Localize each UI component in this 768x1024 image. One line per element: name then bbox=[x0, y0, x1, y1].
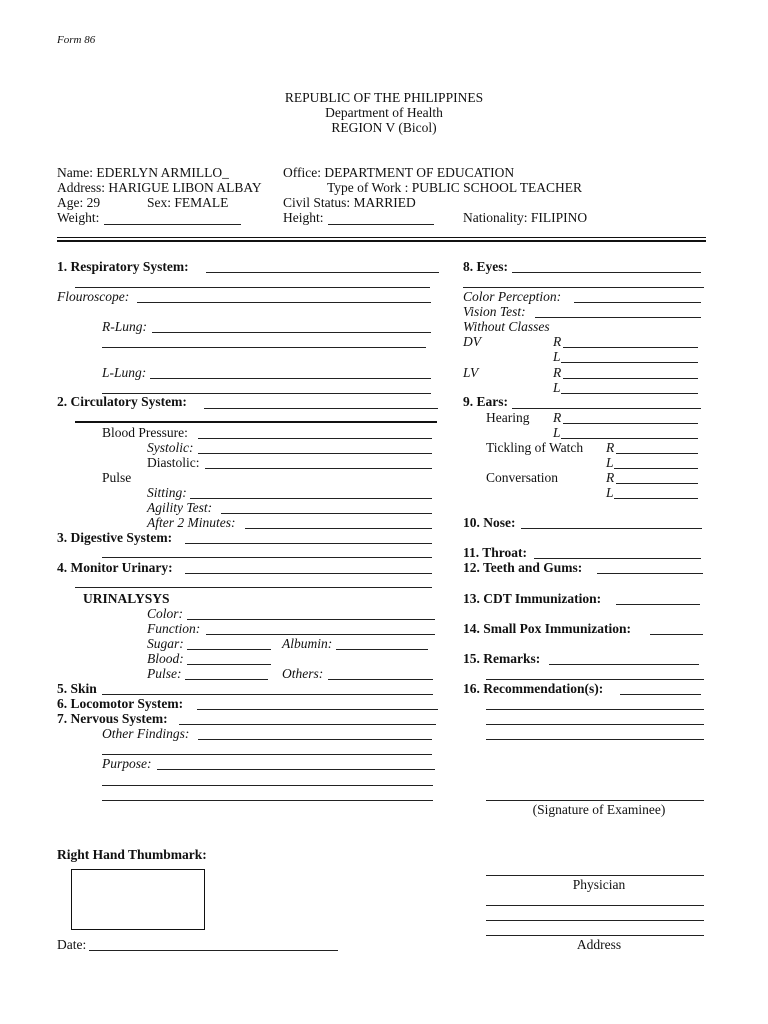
cdt-label: 13. CDT Immunization: bbox=[463, 591, 602, 606]
tickling-label: Tickling of Watch bbox=[486, 440, 584, 455]
digestive-text: 3. Digestive System bbox=[57, 530, 168, 545]
physician-line[interactable] bbox=[486, 875, 704, 876]
dv-label: DV bbox=[463, 334, 481, 349]
locomotor-field[interactable] bbox=[197, 709, 438, 710]
recommendations-field-2[interactable] bbox=[486, 709, 704, 710]
address-label: Address bbox=[576, 937, 622, 952]
hearing-l-label: L bbox=[553, 425, 561, 440]
function-field[interactable] bbox=[206, 634, 435, 635]
circulatory-field[interactable] bbox=[204, 408, 438, 409]
color-label: Color: bbox=[147, 606, 184, 621]
eyes-text: 8. Eyes bbox=[463, 259, 504, 274]
agility-field[interactable] bbox=[221, 513, 432, 514]
lv-r-label: R bbox=[553, 365, 562, 380]
nervous-text: 7. Nervous System bbox=[57, 711, 164, 726]
lv-l-field[interactable] bbox=[561, 393, 698, 394]
weight-field[interactable] bbox=[104, 224, 241, 225]
urinalysis-pulse-label: Pulse: bbox=[147, 666, 182, 681]
date-field[interactable] bbox=[89, 950, 338, 951]
divider-thick bbox=[57, 240, 706, 242]
work-label: Type of Work : bbox=[327, 180, 409, 195]
thumbmark-text: Right Hand Thumbmark bbox=[57, 847, 203, 862]
lv-label: LV bbox=[463, 365, 479, 380]
divider-thin bbox=[57, 237, 706, 238]
diastolic-label: Diastolic: bbox=[147, 455, 200, 470]
circulatory-label: 2. Circulatory System: bbox=[57, 394, 187, 409]
signature-line[interactable] bbox=[486, 800, 704, 801]
others-label: Others: bbox=[282, 666, 324, 681]
signature-label: (Signature of Examinee) bbox=[532, 802, 666, 817]
r-lung-field-2[interactable] bbox=[102, 347, 426, 348]
age-value: 29 bbox=[86, 195, 101, 210]
recommendations-text: 16. Recommendation(s) bbox=[463, 681, 599, 696]
nationality-label: Nationality: bbox=[463, 210, 528, 225]
throat-field[interactable] bbox=[534, 558, 701, 559]
conversation-r-field[interactable] bbox=[616, 483, 698, 484]
age-label: Age: bbox=[57, 195, 84, 210]
cdt-text: 13. CDT Immunization bbox=[463, 591, 597, 606]
tickling-r-field[interactable] bbox=[616, 453, 698, 454]
l-lung-label: L-Lung: bbox=[102, 365, 147, 380]
teeth-field[interactable] bbox=[597, 573, 703, 574]
blood-pressure-field[interactable] bbox=[198, 438, 432, 439]
office-label: Office: bbox=[283, 165, 321, 180]
color-field[interactable] bbox=[187, 619, 435, 620]
pulse-label: Pulse bbox=[102, 470, 132, 485]
digestive-field-2[interactable] bbox=[102, 557, 432, 558]
circulatory-text: 2. Circulatory System bbox=[57, 394, 183, 409]
teeth-label: 12. Teeth and Gums: bbox=[463, 560, 583, 575]
locomotor-label: 6. Locomotor System: bbox=[57, 696, 184, 711]
dv-l-label: L bbox=[553, 349, 561, 364]
r-lung-label: R-Lung: bbox=[102, 319, 147, 334]
l-lung-field[interactable] bbox=[150, 378, 431, 379]
dv-r-field[interactable] bbox=[563, 347, 698, 348]
header-region: REGION V (Bicol) bbox=[331, 120, 437, 135]
vision-test-label: Vision Test: bbox=[463, 304, 526, 319]
color-perception-field[interactable] bbox=[574, 302, 701, 303]
smallpox-label: 14. Small Pox Immunization: bbox=[463, 621, 632, 636]
recommendations-field-4[interactable] bbox=[486, 739, 704, 740]
civil-label: Civil Status: bbox=[283, 195, 351, 210]
ears-text: 9. Ears bbox=[463, 394, 504, 409]
tickling-r-label: R bbox=[606, 440, 615, 455]
address-row bbox=[57, 181, 262, 195]
lv-r-field[interactable] bbox=[563, 378, 698, 379]
physician-address-line-1[interactable] bbox=[486, 905, 704, 906]
locomotor-text: 6. Locomotor System bbox=[57, 696, 179, 711]
recommendations-field-3[interactable] bbox=[486, 724, 704, 725]
dv-r-label: R bbox=[553, 334, 562, 349]
address-label: Address: bbox=[57, 180, 105, 195]
skin-field[interactable] bbox=[102, 694, 433, 695]
work-value: PUBLIC SCHOOL TEACHER bbox=[411, 180, 582, 195]
tickling-l-field[interactable] bbox=[614, 468, 698, 469]
albumin-label: Albumin: bbox=[282, 636, 333, 651]
cdt-field[interactable] bbox=[616, 604, 700, 605]
eyes-field[interactable] bbox=[512, 272, 701, 273]
vision-test-field[interactable] bbox=[535, 317, 701, 318]
conversation-r-label: R bbox=[606, 470, 615, 485]
sex-label: Sex: bbox=[147, 195, 172, 210]
sugar-field[interactable] bbox=[187, 649, 271, 650]
respiratory-label: 1. Respiratory System: bbox=[57, 259, 189, 274]
diastolic-field[interactable] bbox=[205, 468, 432, 469]
office-row bbox=[283, 166, 514, 180]
urinary-field-2[interactable] bbox=[75, 587, 432, 588]
respiratory-text: 1. Respiratory System bbox=[57, 259, 185, 274]
purpose-field-2[interactable] bbox=[102, 785, 433, 786]
conversation-l-label: L bbox=[606, 485, 614, 500]
work-row bbox=[327, 181, 582, 195]
digestive-field[interactable] bbox=[185, 543, 432, 544]
color-perception-label: Color Perception: bbox=[463, 289, 562, 304]
name-value: EDERLYN ARMILLO_ bbox=[96, 165, 229, 180]
nervous-label: 7. Nervous System: bbox=[57, 711, 168, 726]
weight-label: Weight: bbox=[57, 210, 100, 225]
physician-address-line-2[interactable] bbox=[486, 920, 704, 921]
throat-label: 11. Throat: bbox=[463, 545, 528, 560]
respiratory-field-2[interactable] bbox=[75, 287, 430, 288]
teeth-text: 12. Teeth and Gums bbox=[463, 560, 578, 575]
other-findings-field-2[interactable] bbox=[102, 754, 432, 755]
name-row bbox=[57, 166, 229, 180]
name-label: Name: bbox=[57, 165, 93, 180]
tickling-l-label: L bbox=[606, 455, 614, 470]
systolic-label: Systolic: bbox=[147, 440, 194, 455]
dv-l-field[interactable] bbox=[561, 362, 698, 363]
albumin-field[interactable] bbox=[336, 649, 428, 650]
header-department: Department of Health bbox=[325, 105, 443, 120]
after-2-minutes-field[interactable] bbox=[245, 528, 432, 529]
digestive-label: 3. Digestive System: bbox=[57, 530, 173, 545]
sitting-field[interactable] bbox=[190, 498, 432, 499]
hearing-label: Hearing bbox=[486, 410, 530, 425]
sex-value: FEMALE bbox=[174, 195, 229, 210]
flouroscope-field[interactable] bbox=[137, 302, 431, 303]
throat-text: 11. Throat bbox=[463, 545, 523, 560]
recommendations-field[interactable] bbox=[620, 694, 701, 695]
urinalysis-pulse-field[interactable] bbox=[185, 679, 268, 680]
blood-label: Blood: bbox=[147, 651, 184, 666]
eyes-label: 8. Eyes: bbox=[463, 259, 508, 274]
remarks-text: 15. Remarks bbox=[463, 651, 536, 666]
albumin-text: Albumin bbox=[282, 636, 328, 651]
systolic-field[interactable] bbox=[198, 453, 432, 454]
purpose-label: Purpose: bbox=[102, 756, 152, 771]
blood-field[interactable] bbox=[187, 664, 271, 665]
recommendations-label: 16. Recommendation(s): bbox=[463, 681, 604, 696]
purpose-field-3[interactable] bbox=[102, 800, 433, 801]
thumbmark-label: Right Hand Thumbmark: bbox=[57, 847, 207, 862]
smallpox-text: 14. Small Pox Immunization bbox=[463, 621, 627, 636]
civil-value: MARRIED bbox=[353, 195, 416, 210]
conversation-l-field[interactable] bbox=[614, 498, 698, 499]
eyes-field-2[interactable] bbox=[463, 287, 704, 288]
r-lung-field[interactable] bbox=[152, 332, 431, 333]
other-findings-field[interactable] bbox=[198, 739, 432, 740]
smallpox-field[interactable] bbox=[650, 634, 703, 635]
agility-label: Agility Test: bbox=[147, 500, 213, 515]
physician-address-line-3[interactable] bbox=[486, 935, 704, 936]
civil-row bbox=[283, 196, 416, 210]
address-value: HARIGUE LIBON ALBAY bbox=[108, 180, 262, 195]
lv-l-label: L bbox=[553, 380, 561, 395]
thumbmark-box[interactable] bbox=[71, 869, 205, 930]
conversation-label: Conversation bbox=[486, 470, 558, 485]
after-2-minutes-label: After 2 Minutes: bbox=[147, 515, 236, 530]
remarks-field-2[interactable] bbox=[486, 679, 704, 680]
hearing-r-field[interactable] bbox=[563, 423, 698, 424]
other-findings-label: Other Findings: bbox=[102, 726, 190, 741]
sex-row bbox=[147, 196, 228, 210]
sitting-label: Sitting: bbox=[147, 485, 187, 500]
remarks-field[interactable] bbox=[549, 664, 699, 665]
nationality-value: FILIPINO bbox=[530, 210, 588, 225]
ears-label: 9. Ears: bbox=[463, 394, 508, 409]
blood-pressure-label: Blood Pressure: bbox=[102, 425, 188, 440]
age-row bbox=[57, 196, 100, 210]
ears-field[interactable] bbox=[512, 408, 701, 409]
hearing-l-field[interactable] bbox=[561, 438, 698, 439]
height-field[interactable] bbox=[328, 224, 434, 225]
circulatory-field-2[interactable] bbox=[75, 421, 437, 423]
urinary-field[interactable] bbox=[185, 573, 432, 574]
nose-label: 10. Nose: bbox=[463, 515, 516, 530]
form-number: Form 86 bbox=[57, 34, 96, 46]
flouroscope-label: Flouroscope: bbox=[57, 289, 130, 304]
sugar-label: Sugar: bbox=[147, 636, 184, 651]
purpose-field[interactable] bbox=[157, 769, 435, 770]
remarks-label: 15. Remarks: bbox=[463, 651, 541, 666]
nationality-row bbox=[463, 211, 587, 225]
urinary-label: 4. Monitor Urinary: bbox=[57, 560, 173, 575]
without-classes-label: Without Classes bbox=[463, 319, 550, 334]
function-label: Function: bbox=[147, 621, 201, 636]
urinary-text: 4. Monitor Urinary bbox=[57, 560, 169, 575]
nose-field[interactable] bbox=[521, 528, 702, 529]
others-field[interactable] bbox=[328, 679, 433, 680]
skin-label: 5. Skin bbox=[57, 681, 97, 696]
nose-text: 10. Nose bbox=[463, 515, 511, 530]
nervous-field[interactable] bbox=[179, 724, 436, 725]
height-label: Height: bbox=[283, 210, 324, 225]
urinalysis-label: URINALYSYS bbox=[83, 591, 170, 606]
date-label: Date: bbox=[57, 937, 87, 952]
respiratory-field[interactable] bbox=[206, 272, 439, 273]
office-value: DEPARTMENT OF EDUCATION bbox=[324, 165, 515, 180]
physician-label: Physician bbox=[572, 877, 626, 892]
header-republic: REPUBLIC OF THE PHILIPPINES bbox=[284, 90, 484, 105]
hearing-r-label: R bbox=[553, 410, 562, 425]
